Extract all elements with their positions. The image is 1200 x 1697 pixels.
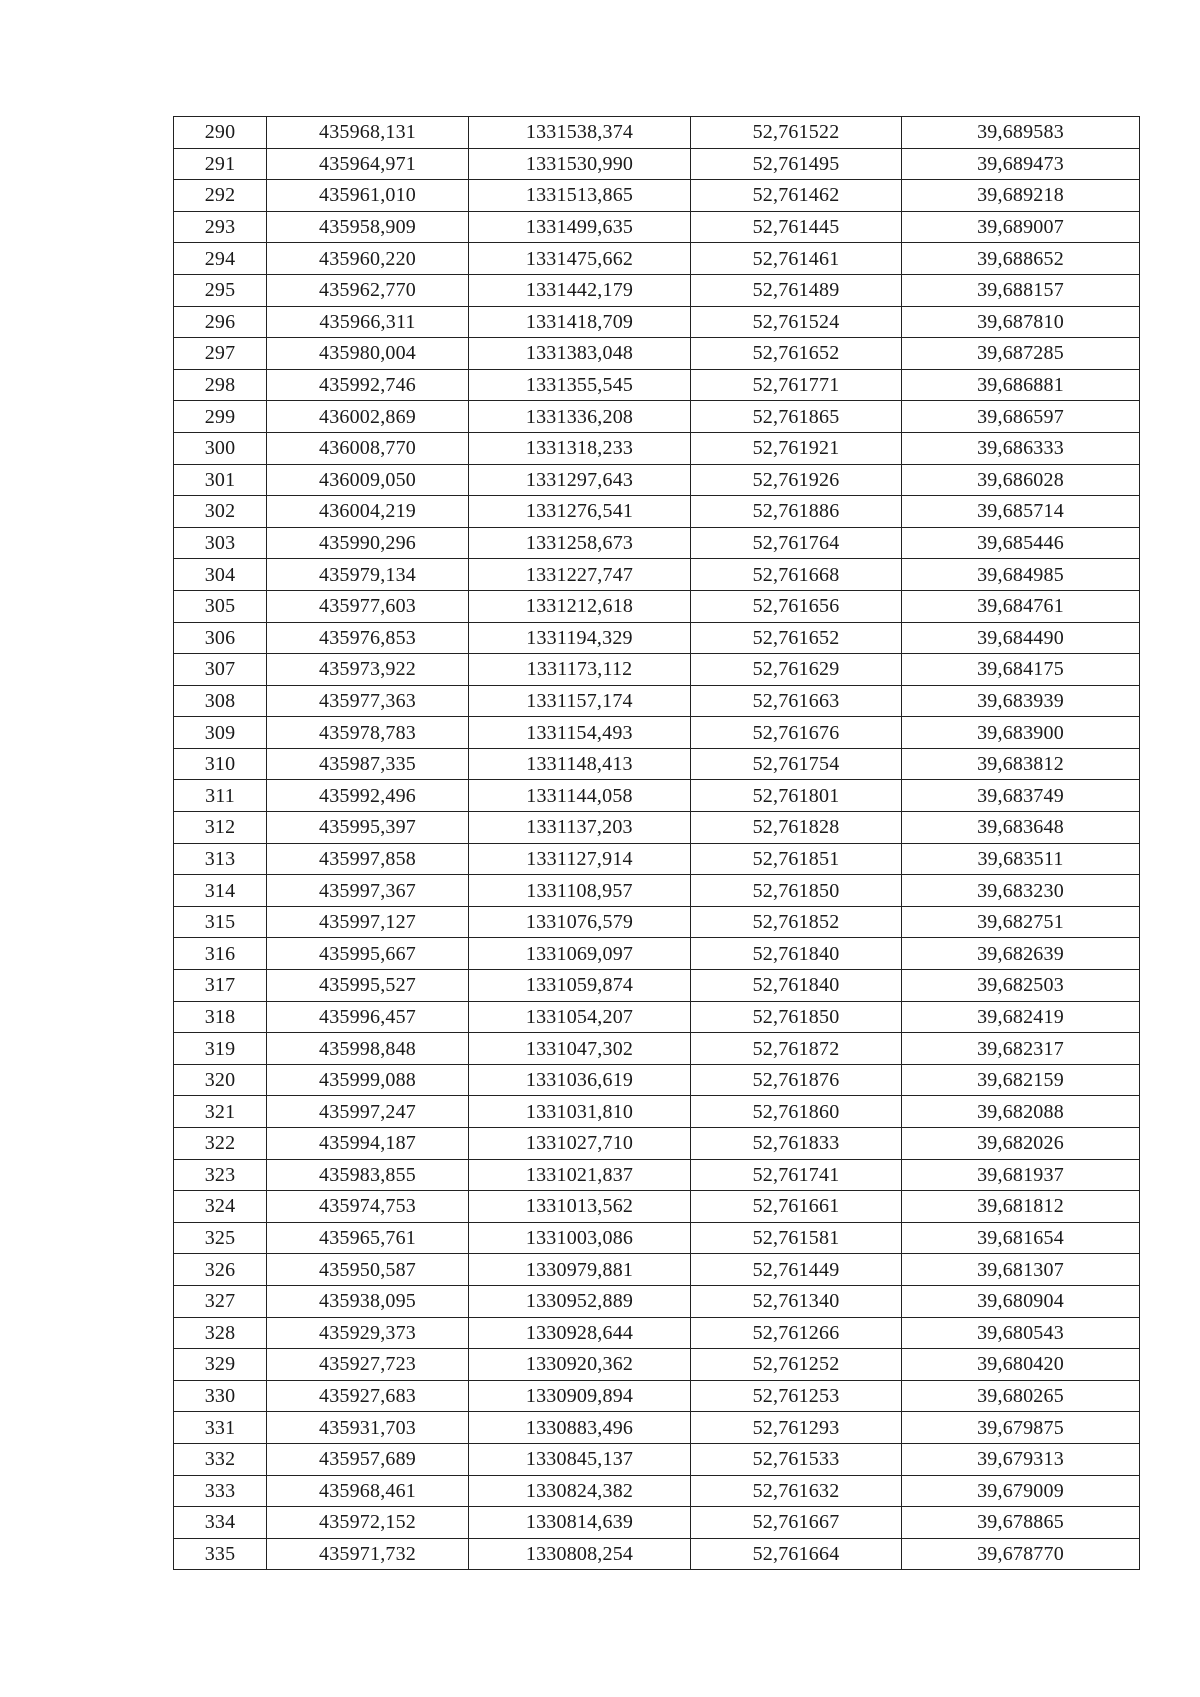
latitude-cell: 52,761632: [691, 1475, 902, 1507]
table-row: [174, 496, 1140, 528]
latitude-cell: 52,761656: [691, 590, 902, 622]
x-coordinate-cell: 435938,095: [267, 1285, 469, 1317]
table-row: [174, 1475, 1140, 1507]
latitude-cell: 52,761828: [691, 812, 902, 844]
latitude-cell: 52,761252: [691, 1349, 902, 1381]
longitude-cell: 39,681812: [902, 1191, 1140, 1223]
point-number-cell: 316: [174, 938, 267, 970]
longitude-cell: 39,682026: [902, 1128, 1140, 1160]
latitude-cell: 52,761495: [691, 148, 902, 180]
point-number-cell: 305: [174, 590, 267, 622]
x-coordinate-cell: 435972,152: [267, 1507, 469, 1539]
latitude-cell: 52,761921: [691, 432, 902, 464]
latitude-cell: 52,761852: [691, 906, 902, 938]
point-number-cell: 318: [174, 1001, 267, 1033]
longitude-cell: 39,686028: [902, 464, 1140, 496]
latitude-cell: 52,761676: [691, 717, 902, 749]
point-number-cell: 291: [174, 148, 267, 180]
latitude-cell: 52,761801: [691, 780, 902, 812]
latitude-cell: 52,761461: [691, 243, 902, 275]
table-row: [174, 432, 1140, 464]
latitude-cell: 52,761663: [691, 685, 902, 717]
table-row: [174, 527, 1140, 559]
x-coordinate-cell: 435987,335: [267, 748, 469, 780]
latitude-cell: 52,761522: [691, 117, 902, 149]
x-coordinate-cell: 435927,723: [267, 1349, 469, 1381]
y-coordinate-cell: 1331127,914: [469, 843, 691, 875]
longitude-cell: 39,684490: [902, 622, 1140, 654]
point-number-cell: 298: [174, 369, 267, 401]
x-coordinate-cell: 435997,858: [267, 843, 469, 875]
x-coordinate-cell: 435977,363: [267, 685, 469, 717]
table-row: [174, 1412, 1140, 1444]
x-coordinate-cell: 435995,527: [267, 970, 469, 1002]
x-coordinate-cell: 435974,753: [267, 1191, 469, 1223]
latitude-cell: 52,761886: [691, 496, 902, 528]
latitude-cell: 52,761652: [691, 338, 902, 370]
table-row: [174, 1222, 1140, 1254]
latitude-cell: 52,761340: [691, 1285, 902, 1317]
x-coordinate-cell: 435962,770: [267, 274, 469, 306]
table-row: [174, 970, 1140, 1002]
table-row: [174, 1538, 1140, 1570]
y-coordinate-cell: 1330883,496: [469, 1412, 691, 1444]
x-coordinate-cell: 435994,187: [267, 1128, 469, 1160]
table-row: [174, 1191, 1140, 1223]
y-coordinate-cell: 1331530,990: [469, 148, 691, 180]
latitude-cell: 52,761850: [691, 875, 902, 907]
longitude-cell: 39,686881: [902, 369, 1140, 401]
longitude-cell: 39,682751: [902, 906, 1140, 938]
latitude-cell: 52,761926: [691, 464, 902, 496]
longitude-cell: 39,678865: [902, 1507, 1140, 1539]
point-number-cell: 324: [174, 1191, 267, 1223]
longitude-cell: 39,689007: [902, 211, 1140, 243]
longitude-cell: 39,684761: [902, 590, 1140, 622]
y-coordinate-cell: 1330952,889: [469, 1285, 691, 1317]
table-row: [174, 717, 1140, 749]
point-number-cell: 300: [174, 432, 267, 464]
table-row: [174, 180, 1140, 212]
latitude-cell: 52,761524: [691, 306, 902, 338]
longitude-cell: 39,679875: [902, 1412, 1140, 1444]
latitude-cell: 52,761489: [691, 274, 902, 306]
longitude-cell: 39,683749: [902, 780, 1140, 812]
longitude-cell: 39,681937: [902, 1159, 1140, 1191]
y-coordinate-cell: 1331154,493: [469, 717, 691, 749]
y-coordinate-cell: 1331194,329: [469, 622, 691, 654]
x-coordinate-cell: 435998,848: [267, 1033, 469, 1065]
longitude-cell: 39,679313: [902, 1443, 1140, 1475]
y-coordinate-cell: 1331003,086: [469, 1222, 691, 1254]
x-coordinate-cell: 435997,247: [267, 1096, 469, 1128]
point-number-cell: 306: [174, 622, 267, 654]
latitude-cell: 52,761661: [691, 1191, 902, 1223]
latitude-cell: 52,761293: [691, 1412, 902, 1444]
y-coordinate-cell: 1331021,837: [469, 1159, 691, 1191]
longitude-cell: 39,682088: [902, 1096, 1140, 1128]
latitude-cell: 52,761449: [691, 1254, 902, 1286]
table-row: [174, 906, 1140, 938]
point-number-cell: 317: [174, 970, 267, 1002]
point-number-cell: 331: [174, 1412, 267, 1444]
point-number-cell: 320: [174, 1064, 267, 1096]
x-coordinate-cell: 435997,127: [267, 906, 469, 938]
point-number-cell: 332: [174, 1443, 267, 1475]
table-row: [174, 1443, 1140, 1475]
point-number-cell: 319: [174, 1033, 267, 1065]
longitude-cell: 39,682419: [902, 1001, 1140, 1033]
y-coordinate-cell: 1331069,097: [469, 938, 691, 970]
x-coordinate-cell: 435995,667: [267, 938, 469, 970]
table-row: [174, 369, 1140, 401]
y-coordinate-cell: 1330845,137: [469, 1443, 691, 1475]
y-coordinate-cell: 1331499,635: [469, 211, 691, 243]
table-row: [174, 1001, 1140, 1033]
y-coordinate-cell: 1330979,881: [469, 1254, 691, 1286]
table-row: [174, 1064, 1140, 1096]
x-coordinate-cell: 435973,922: [267, 654, 469, 686]
x-coordinate-cell: 435958,909: [267, 211, 469, 243]
table-row: [174, 1349, 1140, 1381]
x-coordinate-cell: 435960,220: [267, 243, 469, 275]
x-coordinate-cell: 435961,010: [267, 180, 469, 212]
point-number-cell: 326: [174, 1254, 267, 1286]
x-coordinate-cell: 435968,131: [267, 117, 469, 149]
table-row: [174, 1159, 1140, 1191]
table-row: [174, 211, 1140, 243]
x-coordinate-cell: 435992,746: [267, 369, 469, 401]
x-coordinate-cell: 435966,311: [267, 306, 469, 338]
y-coordinate-cell: 1331258,673: [469, 527, 691, 559]
longitude-cell: 39,686597: [902, 401, 1140, 433]
x-coordinate-cell: 435971,732: [267, 1538, 469, 1570]
y-coordinate-cell: 1330808,254: [469, 1538, 691, 1570]
y-coordinate-cell: 1330814,639: [469, 1507, 691, 1539]
x-coordinate-cell: 435997,367: [267, 875, 469, 907]
table-row: [174, 843, 1140, 875]
y-coordinate-cell: 1331336,208: [469, 401, 691, 433]
longitude-cell: 39,683648: [902, 812, 1140, 844]
latitude-cell: 52,761445: [691, 211, 902, 243]
longitude-cell: 39,689473: [902, 148, 1140, 180]
latitude-cell: 52,761872: [691, 1033, 902, 1065]
longitude-cell: 39,684985: [902, 559, 1140, 591]
longitude-cell: 39,682159: [902, 1064, 1140, 1096]
latitude-cell: 52,761771: [691, 369, 902, 401]
point-number-cell: 330: [174, 1380, 267, 1412]
table-row: [174, 401, 1140, 433]
point-number-cell: 297: [174, 338, 267, 370]
table-row: [174, 1380, 1140, 1412]
longitude-cell: 39,688652: [902, 243, 1140, 275]
point-number-cell: 309: [174, 717, 267, 749]
longitude-cell: 39,687285: [902, 338, 1140, 370]
latitude-cell: 52,761462: [691, 180, 902, 212]
table-row: [174, 1096, 1140, 1128]
x-coordinate-cell: 435968,461: [267, 1475, 469, 1507]
y-coordinate-cell: 1331475,662: [469, 243, 691, 275]
point-number-cell: 294: [174, 243, 267, 275]
y-coordinate-cell: 1331442,179: [469, 274, 691, 306]
latitude-cell: 52,761533: [691, 1443, 902, 1475]
longitude-cell: 39,683511: [902, 843, 1140, 875]
longitude-cell: 39,688157: [902, 274, 1140, 306]
point-number-cell: 322: [174, 1128, 267, 1160]
x-coordinate-cell: 435979,134: [267, 559, 469, 591]
x-coordinate-cell: 435957,689: [267, 1443, 469, 1475]
table-row: [174, 274, 1140, 306]
y-coordinate-cell: 1331036,619: [469, 1064, 691, 1096]
x-coordinate-cell: 435999,088: [267, 1064, 469, 1096]
table-row: [174, 812, 1140, 844]
table-row: [174, 1033, 1140, 1065]
table-row: [174, 622, 1140, 654]
point-number-cell: 310: [174, 748, 267, 780]
point-number-cell: 334: [174, 1507, 267, 1539]
point-number-cell: 290: [174, 117, 267, 149]
table-row: [174, 306, 1140, 338]
point-number-cell: 323: [174, 1159, 267, 1191]
x-coordinate-cell: 435978,783: [267, 717, 469, 749]
latitude-cell: 52,761764: [691, 527, 902, 559]
latitude-cell: 52,761266: [691, 1317, 902, 1349]
point-number-cell: 304: [174, 559, 267, 591]
latitude-cell: 52,761629: [691, 654, 902, 686]
point-number-cell: 293: [174, 211, 267, 243]
x-coordinate-cell: 435929,373: [267, 1317, 469, 1349]
x-coordinate-cell: 435996,457: [267, 1001, 469, 1033]
table-row: [174, 559, 1140, 591]
x-coordinate-cell: 435992,496: [267, 780, 469, 812]
table-row: [174, 1507, 1140, 1539]
y-coordinate-cell: 1331297,643: [469, 464, 691, 496]
x-coordinate-cell: 436002,869: [267, 401, 469, 433]
latitude-cell: 52,761667: [691, 1507, 902, 1539]
longitude-cell: 39,679009: [902, 1475, 1140, 1507]
point-number-cell: 301: [174, 464, 267, 496]
point-number-cell: 335: [174, 1538, 267, 1570]
y-coordinate-cell: 1331059,874: [469, 970, 691, 1002]
x-coordinate-cell: 435976,853: [267, 622, 469, 654]
latitude-cell: 52,761833: [691, 1128, 902, 1160]
longitude-cell: 39,681654: [902, 1222, 1140, 1254]
longitude-cell: 39,685446: [902, 527, 1140, 559]
x-coordinate-cell: 435977,603: [267, 590, 469, 622]
y-coordinate-cell: 1331173,112: [469, 654, 691, 686]
latitude-cell: 52,761876: [691, 1064, 902, 1096]
point-number-cell: 303: [174, 527, 267, 559]
table-row: [174, 338, 1140, 370]
y-coordinate-cell: 1331538,374: [469, 117, 691, 149]
latitude-cell: 52,761840: [691, 970, 902, 1002]
latitude-cell: 52,761668: [691, 559, 902, 591]
y-coordinate-cell: 1331031,810: [469, 1096, 691, 1128]
y-coordinate-cell: 1331047,302: [469, 1033, 691, 1065]
point-number-cell: 308: [174, 685, 267, 717]
x-coordinate-cell: 435931,703: [267, 1412, 469, 1444]
point-number-cell: 307: [174, 654, 267, 686]
point-number-cell: 314: [174, 875, 267, 907]
latitude-cell: 52,761860: [691, 1096, 902, 1128]
longitude-cell: 39,689218: [902, 180, 1140, 212]
y-coordinate-cell: 1331144,058: [469, 780, 691, 812]
y-coordinate-cell: 1331227,747: [469, 559, 691, 591]
longitude-cell: 39,683939: [902, 685, 1140, 717]
point-number-cell: 325: [174, 1222, 267, 1254]
point-number-cell: 299: [174, 401, 267, 433]
y-coordinate-cell: 1331355,545: [469, 369, 691, 401]
table-row: [174, 243, 1140, 275]
table-row: [174, 748, 1140, 780]
x-coordinate-cell: 435964,971: [267, 148, 469, 180]
y-coordinate-cell: 1331418,709: [469, 306, 691, 338]
longitude-cell: 39,682503: [902, 970, 1140, 1002]
table-row: [174, 1128, 1140, 1160]
latitude-cell: 52,761850: [691, 1001, 902, 1033]
y-coordinate-cell: 1331212,618: [469, 590, 691, 622]
latitude-cell: 52,761865: [691, 401, 902, 433]
x-coordinate-cell: 436008,770: [267, 432, 469, 464]
x-coordinate-cell: 436004,219: [267, 496, 469, 528]
longitude-cell: 39,683900: [902, 717, 1140, 749]
point-number-cell: 295: [174, 274, 267, 306]
coordinates-table-body: [174, 117, 1140, 1570]
longitude-cell: 39,686333: [902, 432, 1140, 464]
y-coordinate-cell: 1331027,710: [469, 1128, 691, 1160]
table-row: [174, 875, 1140, 907]
longitude-cell: 39,680265: [902, 1380, 1140, 1412]
latitude-cell: 52,761851: [691, 843, 902, 875]
coordinates-table: [173, 116, 1140, 1570]
y-coordinate-cell: 1330824,382: [469, 1475, 691, 1507]
x-coordinate-cell: 435995,397: [267, 812, 469, 844]
longitude-cell: 39,681307: [902, 1254, 1140, 1286]
y-coordinate-cell: 1330928,644: [469, 1317, 691, 1349]
latitude-cell: 52,761754: [691, 748, 902, 780]
point-number-cell: 296: [174, 306, 267, 338]
latitude-cell: 52,761253: [691, 1380, 902, 1412]
x-coordinate-cell: 435990,296: [267, 527, 469, 559]
longitude-cell: 39,682317: [902, 1033, 1140, 1065]
table-row: [174, 117, 1140, 149]
y-coordinate-cell: 1331148,413: [469, 748, 691, 780]
point-number-cell: 311: [174, 780, 267, 812]
y-coordinate-cell: 1331108,957: [469, 875, 691, 907]
y-coordinate-cell: 1331383,048: [469, 338, 691, 370]
x-coordinate-cell: 436009,050: [267, 464, 469, 496]
y-coordinate-cell: 1331276,541: [469, 496, 691, 528]
x-coordinate-cell: 435965,761: [267, 1222, 469, 1254]
y-coordinate-cell: 1331157,174: [469, 685, 691, 717]
y-coordinate-cell: 1331513,865: [469, 180, 691, 212]
longitude-cell: 39,680904: [902, 1285, 1140, 1317]
y-coordinate-cell: 1331318,233: [469, 432, 691, 464]
longitude-cell: 39,685714: [902, 496, 1140, 528]
y-coordinate-cell: 1331013,562: [469, 1191, 691, 1223]
point-number-cell: 302: [174, 496, 267, 528]
table-row: [174, 654, 1140, 686]
longitude-cell: 39,680543: [902, 1317, 1140, 1349]
table-row: [174, 1285, 1140, 1317]
table-row: [174, 590, 1140, 622]
table-row: [174, 1254, 1140, 1286]
longitude-cell: 39,678770: [902, 1538, 1140, 1570]
table-row: [174, 938, 1140, 970]
x-coordinate-cell: 435927,683: [267, 1380, 469, 1412]
longitude-cell: 39,682639: [902, 938, 1140, 970]
longitude-cell: 39,689583: [902, 117, 1140, 149]
table-row: [174, 148, 1140, 180]
point-number-cell: 327: [174, 1285, 267, 1317]
point-number-cell: 321: [174, 1096, 267, 1128]
latitude-cell: 52,761741: [691, 1159, 902, 1191]
point-number-cell: 329: [174, 1349, 267, 1381]
longitude-cell: 39,687810: [902, 306, 1140, 338]
point-number-cell: 313: [174, 843, 267, 875]
point-number-cell: 312: [174, 812, 267, 844]
y-coordinate-cell: 1330909,894: [469, 1380, 691, 1412]
latitude-cell: 52,761652: [691, 622, 902, 654]
longitude-cell: 39,683230: [902, 875, 1140, 907]
latitude-cell: 52,761664: [691, 1538, 902, 1570]
point-number-cell: 333: [174, 1475, 267, 1507]
latitude-cell: 52,761581: [691, 1222, 902, 1254]
table-row: [174, 780, 1140, 812]
y-coordinate-cell: 1331137,203: [469, 812, 691, 844]
longitude-cell: 39,680420: [902, 1349, 1140, 1381]
table-row: [174, 685, 1140, 717]
x-coordinate-cell: 435950,587: [267, 1254, 469, 1286]
y-coordinate-cell: 1331076,579: [469, 906, 691, 938]
y-coordinate-cell: 1330920,362: [469, 1349, 691, 1381]
x-coordinate-cell: 435980,004: [267, 338, 469, 370]
x-coordinate-cell: 435983,855: [267, 1159, 469, 1191]
point-number-cell: 328: [174, 1317, 267, 1349]
table-row: [174, 464, 1140, 496]
latitude-cell: 52,761840: [691, 938, 902, 970]
longitude-cell: 39,683812: [902, 748, 1140, 780]
table-row: [174, 1317, 1140, 1349]
point-number-cell: 315: [174, 906, 267, 938]
y-coordinate-cell: 1331054,207: [469, 1001, 691, 1033]
point-number-cell: 292: [174, 180, 267, 212]
longitude-cell: 39,684175: [902, 654, 1140, 686]
